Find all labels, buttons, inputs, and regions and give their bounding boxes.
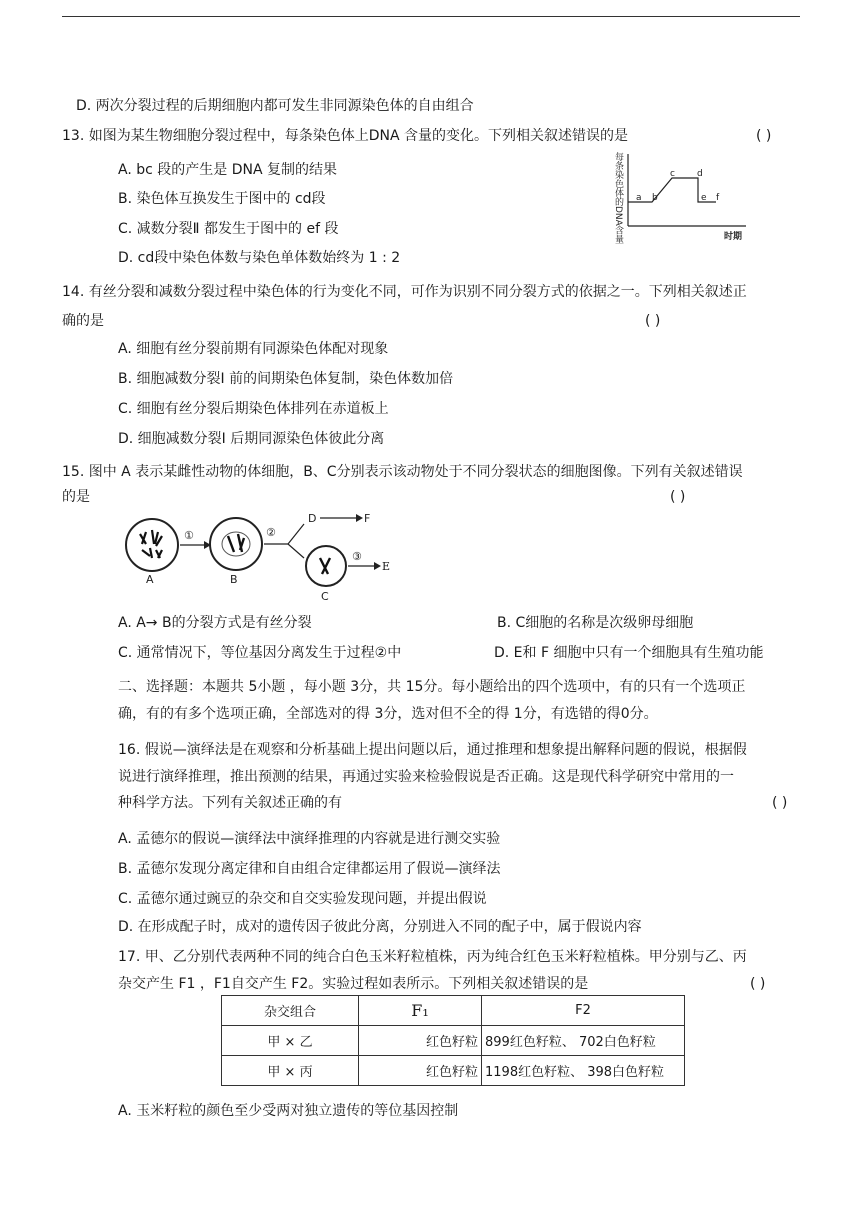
cell-a-label: A bbox=[146, 573, 154, 586]
q12-option-d: D. 两次分裂过程的后期细胞内都可发生非同源染色体的自由组合 bbox=[76, 98, 474, 114]
q13-graph-point-a: a bbox=[636, 193, 642, 203]
q14-option-b: B. 细胞减数分裂Ⅰ 前的间期染色体复制，染色体数加倍 bbox=[118, 371, 454, 387]
q14-option-d: D. 细胞减数分裂Ⅰ 后期同源染色体彼此分离 bbox=[118, 431, 385, 447]
q13-stem: 13. 如图为某生物细胞分裂过程中，每条染色体上DNA 含量的变化。下列相关叙述错误的是 bbox=[62, 128, 628, 144]
q15-stem-line2: 的是 bbox=[62, 489, 90, 505]
arrow-2-label: ② bbox=[266, 526, 276, 539]
q13-graph-point-f: f bbox=[716, 193, 720, 203]
q13-answer-paren: ( ) bbox=[756, 128, 772, 144]
q15-cell-division-diagram bbox=[118, 506, 391, 606]
table-cell-f2: 899红色籽粒、 702白色籽粒 bbox=[482, 1026, 685, 1056]
table-cell-f2: 1198红色籽粒、 398白色籽粒 bbox=[482, 1056, 685, 1086]
table-row bbox=[222, 1026, 685, 1056]
section2-line2: 确，有的有多个选项正确，全部选对的得 3分，选对但不全的得 1分，有选错的得0分。 bbox=[118, 706, 658, 722]
q17-line2: 杂交产生 F1 ，F1自交产生 F2。实验过程如表所示。下列相关叙述错误的是 bbox=[118, 976, 589, 992]
q13-option-b: B. 染色体互换发生于图中的 cd段 bbox=[118, 191, 326, 207]
arrow-3-label: ③ bbox=[352, 550, 362, 563]
table-cell-f1: 红色籽粒 bbox=[359, 1026, 482, 1056]
q13-graph-xlabel: 时期 bbox=[724, 232, 743, 242]
q14-stem-line2: 确的是 bbox=[62, 313, 104, 329]
q16-option-c: C. 孟德尔通过豌豆的杂交和自交实验发现问题，并提出假说 bbox=[118, 891, 487, 907]
q15-stem-line1: 15. 图中 A 表示某雌性动物的体细胞，B、C分别表示该动物处于不同分裂状态的细胞图像。下列有关叙述错误 bbox=[62, 464, 743, 480]
table-row bbox=[222, 1056, 685, 1086]
q13-option-c: C. 减数分裂Ⅱ 都发生于图中的 ef 段 bbox=[118, 221, 339, 237]
label-f: F bbox=[364, 512, 371, 525]
q14-option-a: A. 细胞有丝分裂前期有同源染色体配对现象 bbox=[118, 341, 389, 357]
header-rule bbox=[62, 16, 800, 17]
q16-line2: 说进行演绎推理，推出预测的结果，再通过实验来检验假说是否正确。这是现代科学研究中常用的一 bbox=[118, 769, 734, 785]
cell-a bbox=[126, 519, 178, 571]
table-header-f2: F2 bbox=[482, 996, 685, 1026]
arrow-1-label: ① bbox=[184, 529, 194, 542]
q14-option-c: C. 细胞有丝分裂后期染色体排列在赤道板上 bbox=[118, 401, 389, 417]
q16-option-b: B. 孟德尔发现分离定律和自由组合定律都运用了假说—演绎法 bbox=[118, 861, 501, 877]
table-header-row bbox=[222, 996, 685, 1026]
q15-answer-paren: ( ) bbox=[670, 489, 686, 505]
q16-line1: 16. 假说—演绎法是在观察和分析基础上提出问题以后，通过推理和想象提出解释问题的假说，根据假 bbox=[118, 742, 747, 758]
q16-answer-paren: ( ) bbox=[772, 795, 788, 811]
q13-graph-point-d: d bbox=[697, 169, 703, 179]
table-cell-f1: 红色籽粒 bbox=[359, 1056, 482, 1086]
q15-option-a: A. A→ B的分裂方式是有丝分裂 bbox=[118, 615, 312, 631]
q13-option-d: D. cd段中染色体数与染色单体数始终为 1 : 2 bbox=[118, 250, 401, 266]
q14-stem-line1: 14. 有丝分裂和减数分裂过程中染色体的行为变化不同，可作为识别不同分裂方式的依据之一。下列相关叙述正 bbox=[62, 284, 747, 300]
q16-option-d: D. 在形成配子时，成对的遗传因子彼此分离，分别进入不同的配子中，属于假说内容 bbox=[118, 919, 642, 935]
q16-option-a: A. 孟德尔的假说—演绎法中演绎推理的内容就是进行测交实验 bbox=[118, 831, 501, 847]
table-header-f1: F₁ bbox=[359, 996, 482, 1026]
table-cell-cross: 甲 × 丙 bbox=[222, 1056, 359, 1086]
q13-graph-point-c: c bbox=[670, 169, 675, 179]
table-cell-cross: 甲 × 乙 bbox=[222, 1026, 359, 1056]
cell-b-label: B bbox=[230, 573, 238, 586]
cell-c bbox=[306, 546, 346, 586]
q13-option-a: A. bc 段的产生是 DNA 复制的结果 bbox=[118, 162, 337, 178]
q15-option-b: B. C细胞的名称是次级卵母细胞 bbox=[497, 615, 694, 631]
section2-line1: 二、选择题：本题共 5小题 ，每小题 3分，共 15分。每小题给出的四个选项中，有的只有一个选项正 bbox=[118, 679, 746, 695]
q17-line1: 17. 甲、乙分别代表两种不同的纯合白色玉米籽粒植株，丙为纯合红色玉米籽粒植株。甲分别与乙、丙 bbox=[118, 949, 747, 965]
cell-c-label: C bbox=[321, 590, 329, 603]
cell-b bbox=[210, 518, 262, 570]
q13-graph-ylabel: 每条染色体的DNA含量 bbox=[613, 152, 623, 244]
q16-line3: 种科学方法。下列有关叙述正确的有 bbox=[118, 795, 342, 811]
label-d: D bbox=[308, 512, 317, 525]
q15-label-e: E bbox=[382, 560, 391, 573]
q17-option-a: A. 玉米籽粒的颜色至少受两对独立遗传的等位基因控制 bbox=[118, 1103, 459, 1119]
table-header-cross: 杂交组合 bbox=[222, 996, 359, 1026]
q17-cross-table bbox=[221, 995, 685, 1086]
q13-graph-point-e: e bbox=[701, 193, 707, 203]
q13-graph-point-b: b bbox=[652, 193, 658, 203]
q14-answer-paren: ( ) bbox=[645, 313, 661, 329]
q15-option-d: D. E和 F 细胞中只有一个细胞具有生殖功能 bbox=[494, 645, 764, 661]
q13-dna-graph bbox=[598, 150, 768, 246]
q15-option-c: C. 通常情况下，等位基因分离发生于过程②中 bbox=[118, 645, 402, 661]
q17-answer-paren: ( ) bbox=[750, 976, 766, 992]
